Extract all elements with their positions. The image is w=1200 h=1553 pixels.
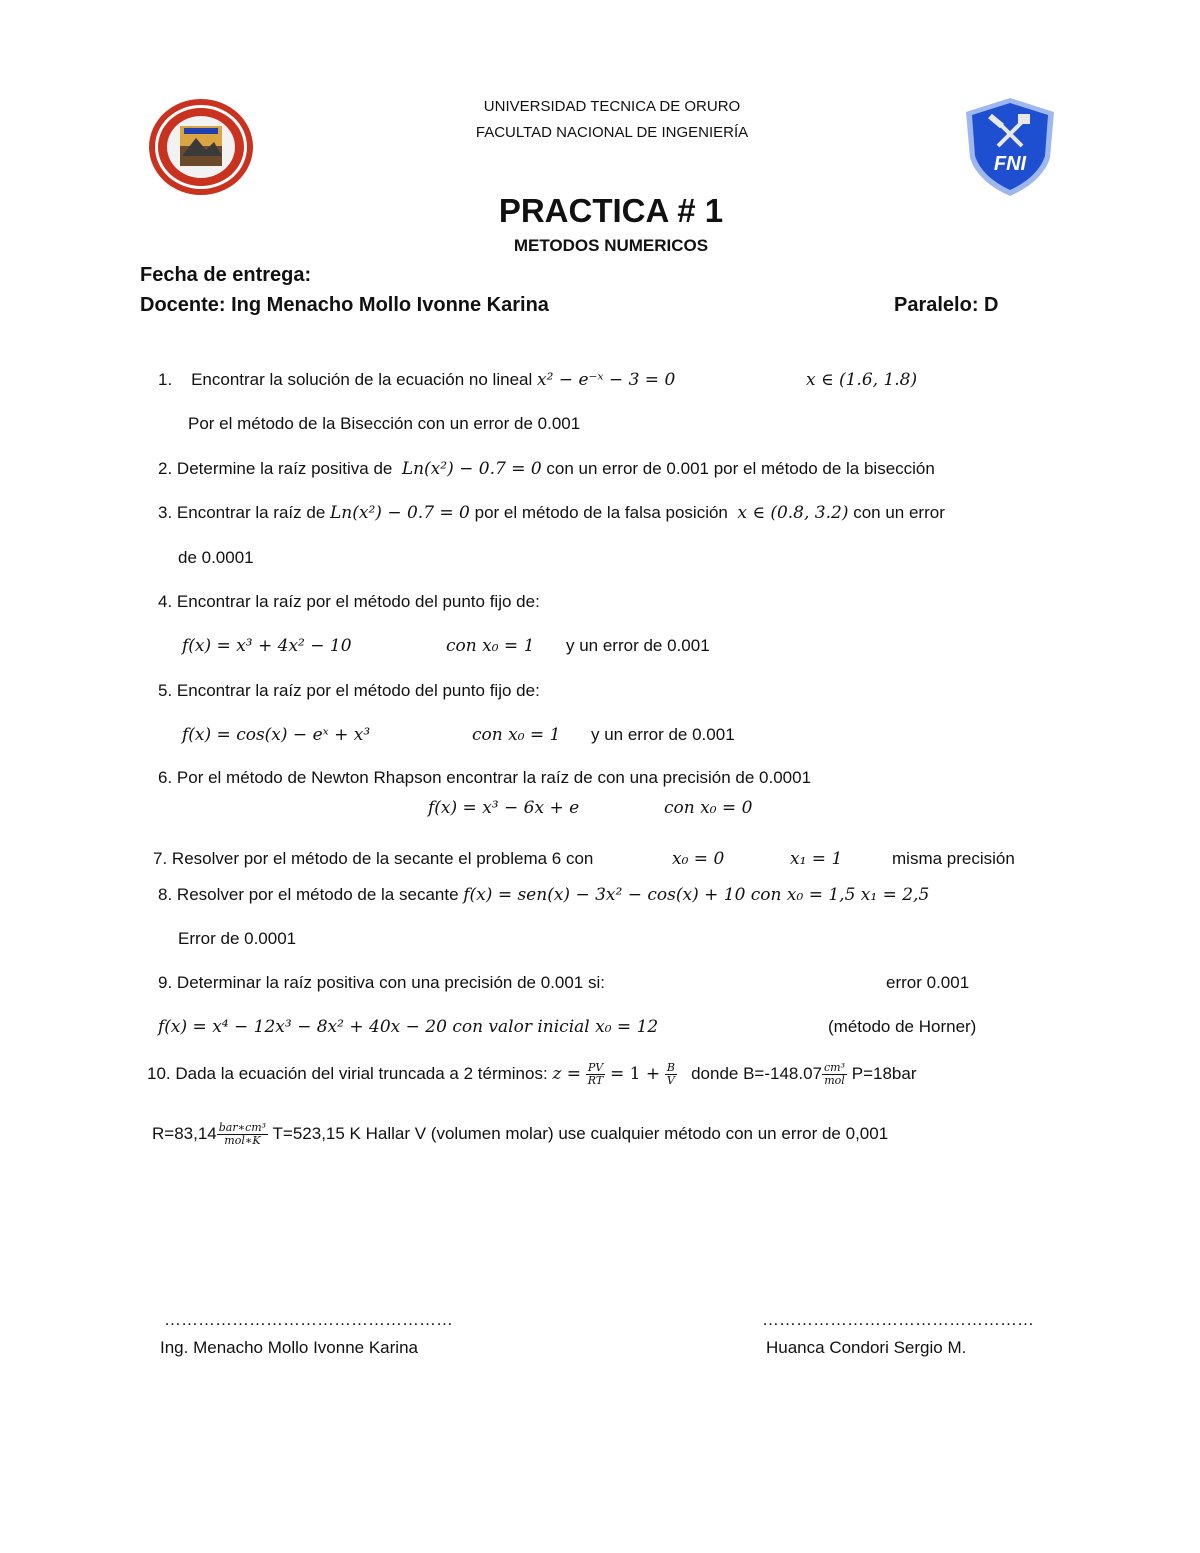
problem-number: 2.: [158, 459, 173, 478]
problem-5-equation: f(x) = cos(x) − eˣ + x³: [182, 725, 371, 745]
problem-text: Encontrar la raíz por el método del punto fijo de:: [176, 681, 540, 700]
signature-line-left: ……………………………………………: [164, 1310, 453, 1329]
problem-7-x1: x₁ = 1: [790, 849, 843, 869]
problem-6-equation: f(x) = x³ − 6x + e: [428, 798, 580, 818]
pressure-text: P=18bar: [851, 1063, 917, 1083]
problem-text-b: por el método de la falsa posición: [474, 503, 728, 522]
fraction-b-v: $\frac{B}{V}$: [666, 1061, 675, 1087]
problem-1-line2: Por el método de la Bisección con un error de 0.001: [188, 414, 581, 433]
problem-text: Determinar la raíz positiva con una precisión de 0.001 si:: [176, 973, 605, 992]
fecha-entrega-label: Fecha de entrega:: [140, 264, 312, 286]
fraction-r-units: $\frac{\text{bar∗cm³}}{\text{mol∗K}}$: [218, 1121, 267, 1147]
signature-line-right: …………………………………………: [762, 1310, 1034, 1329]
problem-9-method: (método de Horner): [828, 1017, 977, 1036]
problem-number: 9.: [158, 973, 173, 992]
equation-middle: = 1 +: [609, 1063, 661, 1084]
problem-text: Por el método de Newton Rhapson encontrar la raíz de con una precisión de 0.0001: [176, 768, 812, 787]
signature-name-left: Ing. Menacho Mollo Ivonne Karina: [160, 1338, 418, 1357]
problem-text-c: con un error: [853, 503, 945, 522]
problem-number: 4.: [158, 592, 173, 611]
fni-logo-text: FNI: [993, 153, 1027, 175]
fraction-cm3-mol: $\frac{\text{cm³}}{\text{mol}}$: [824, 1061, 846, 1087]
problem-text: Determine la raíz positiva de: [176, 459, 393, 478]
problem-5-condition: con x₀ = 1: [472, 725, 561, 745]
equation: Ln(x²) − 0.7 = 0: [330, 503, 470, 523]
university-name: UNIVERSIDAD TECNICA DE ORURO: [483, 98, 741, 115]
faculty-name: FACULTAD NACIONAL DE INGENIERÍA: [475, 124, 749, 141]
z-symbol: z =: [552, 1063, 582, 1084]
problem-8-line2: Error de 0.0001: [178, 929, 297, 948]
problem-10: [147, 1062, 917, 1087]
problem-number: 1.: [158, 370, 173, 389]
problem-1: [158, 370, 675, 390]
problem-3: [158, 503, 945, 523]
problem-text: Dada la ecuación del virial truncada a 2 términos:: [175, 1063, 548, 1083]
problem-3-line2: de 0.0001: [178, 548, 254, 567]
problem-10-line2: [152, 1122, 888, 1147]
equation: Ln(x²) − 0.7 = 0: [401, 459, 542, 479]
problem-number: 3.: [158, 503, 173, 522]
problem-5-error: y un error de 0.001: [591, 725, 735, 744]
problem-number: 7.: [153, 849, 168, 868]
equation: f(x) = sen(x) − 3x² − cos(x) + 10 con x₀ = 1,5 x₁ = 2,5: [463, 885, 930, 905]
problem-6: [158, 768, 811, 788]
r-value-text: R=83,14: [152, 1123, 217, 1143]
problem-9-equation: f(x) = x⁴ − 12x³ − 8x² + 40x − 20 con valor inicial x₀ = 12: [158, 1017, 659, 1037]
docente-label: Docente: Ing Menacho Mollo Ivonne Karina: [140, 294, 549, 316]
problem-text: Resolver por el método de la secante: [176, 885, 459, 904]
problem-text: Resolver por el método de la secante el problema 6 con: [171, 849, 594, 868]
course-subtitle: METODOS NUMERICOS: [513, 236, 709, 255]
problem-number: 5.: [158, 681, 173, 700]
problem-7-tail: misma precisión: [892, 849, 1015, 868]
problem-7: [153, 849, 593, 869]
fraction-pv-rt: $\frac{PV}{RT}$: [587, 1061, 604, 1087]
problem-number: 10.: [147, 1063, 171, 1083]
problem-2: [158, 459, 935, 479]
interval: x ∈ (0.8, 3.2): [737, 503, 849, 523]
problem-9-error: error 0.001: [886, 973, 970, 992]
problem-number: 6.: [158, 768, 173, 787]
problem-text: Encontrar la raíz por el método del punto fijo de:: [176, 592, 540, 611]
problem-9: [158, 973, 605, 993]
page-title: PRACTICA # 1: [498, 192, 724, 229]
problem-5: [158, 681, 540, 701]
problem-4: [158, 592, 540, 612]
problem-4-error: y un error de 0.001: [566, 636, 710, 655]
problem-text-b: con un error de 0.001 por el método de la bisección: [546, 459, 935, 478]
paralelo-label: Paralelo: D: [894, 294, 999, 316]
problem-7-x0: x₀ = 0: [672, 849, 725, 869]
problem-8: [158, 885, 929, 905]
problem-10-tail: T=523,15 K Hallar V (volumen molar) use cualquier método con un error de 0,001: [272, 1123, 889, 1143]
b-value-text: donde B=-148.07: [691, 1063, 822, 1083]
problem-1-interval: x ∈ (1.6, 1.8): [806, 370, 918, 390]
problem-number: 8.: [158, 885, 173, 904]
problem-4-equation: f(x) = x³ + 4x² − 10: [182, 636, 352, 656]
problem-text: Encontrar la solución de la ecuación no lineal: [191, 370, 533, 389]
signature-name-right: Huanca Condori Sergio M.: [766, 1338, 967, 1357]
equation: x² − e⁻ˣ − 3 = 0: [537, 370, 676, 390]
problem-4-condition: con x₀ = 1: [446, 636, 535, 656]
problem-text: Encontrar la raíz de: [176, 503, 326, 522]
problem-6-condition: con x₀ = 0: [664, 798, 753, 818]
